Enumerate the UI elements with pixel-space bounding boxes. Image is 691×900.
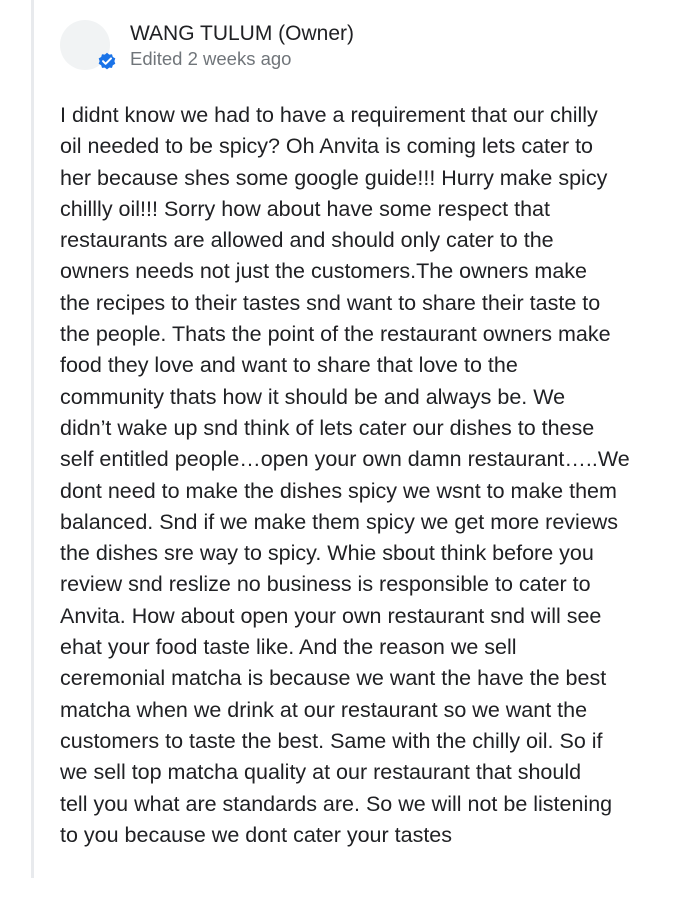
reply-header [60,18,660,74]
owner-reply [60,18,660,847]
verified-check-icon [97,51,117,71]
reply-text: I didnt know we had to have a requirement that our chilly oil needed to be spicy? Oh Anvita is coming lets cater to her because shes some google guide!!! Hurry make spicy chillly oil!!! Sorry how about have some respect that restaurants are allowed and should only cater to the owners needs not just the customers.The owners make the recipes to their tastes snd want to share their taste to the people. Thats the point of the restaurant owners make food they love and want to share that love to the community thats how it should be and always be. We didn’t wake up snd think of lets cater our dishes to these self entitled people…open your own damn restaurant…..We dont need to make the dishes spicy we wsnt to make them balanced. Snd if we make them spicy we get more reviews the dishes sre way to spicy. Whie sbout think before you review snd reslize no business is responsible to cater to Anvita. How about open your own restaurant snd will see ehat your food taste like. And the reason we sell ceremonial matcha is because we want the have the best matcha when we drink at our restaurant so we want the customers to taste the best. Same with the chilly oil. So if we sell top matcha quality at our restaurant that should tell you what are standards are. So we will not be listening to you because we dont cater your tastes [60,103,630,847]
thread-line [31,0,34,878]
owner-name[interactable]: WANG TULUM (Owner) [130,22,355,45]
edited-timestamp: Edited 2 weeks ago [130,48,292,69]
